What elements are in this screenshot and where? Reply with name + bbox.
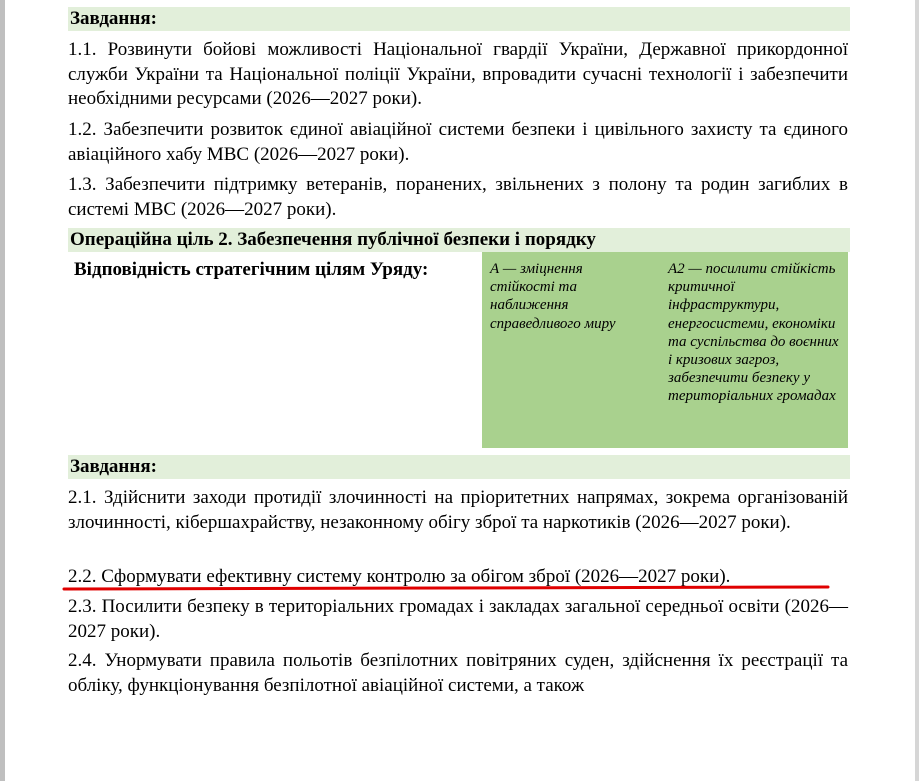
task-1-3: 1.3. Забезпечити підтримку ветеранів, поранених, звільнених з полону та родин загиблих в системі МВС (2026—2027 роки). — [68, 174, 848, 220]
section2-heading: Завдання: — [68, 455, 850, 479]
goal-a2-text: А2 — посилити стійкість критичної інфраструктури, енергосистеми, економіки та суспільства до воєнних і кризових загроз, забезпечити безпеку у територіальних громадах — [668, 261, 839, 405]
page-left-edge — [0, 0, 5, 781]
task-2-2: 2.2. Сформувати ефективну систему контролю за обігом зброї (2026—2027 роки). — [68, 566, 731, 587]
task-2-1: 2.1. Здійснити заходи протидії злочинності на пріоритетних напрямах, зокрема організованій злочинності, кібершахрайству, незаконному обігу зброї та наркотиків (2026—2027 роки). — [68, 487, 848, 533]
red-underline-annotation — [62, 585, 830, 591]
operational-goal-title: Операційна ціль 2. Забезпечення публічної безпеки і порядку — [68, 228, 850, 252]
strategic-alignment-row — [68, 252, 848, 448]
page-right-edge — [915, 0, 919, 781]
task-1-1: 1.1. Розвинути бойові можливості Національної гвардії України, Державної прикордонної служби України та Національної поліції України, впровадити сучасні технології і забезпечити необхідними ресурсами (2026—2027 роки). — [68, 39, 848, 109]
alignment-label: Відповідність стратегічним цілям Уряду: — [74, 259, 429, 280]
section1-heading: Завдання: — [68, 7, 850, 31]
task-2-3: 2.3. Посилити безпеку в територіальних громадах і закладах загальної середньої освіти (2026—2027 роки). — [68, 596, 848, 642]
task-1-2: 1.2. Забезпечити розвиток єдиної авіаційної системи безпеки і цивільного захисту та єдиного авіаційного хабу МВС (2026—2027 роки). — [68, 119, 848, 165]
task-2-4: 2.4. Унормувати правила польотів безпілотних повітряних суден, здійснення їх реєстрації та обліку, функціонування безпілотної авіаційної системи, а також — [68, 650, 848, 696]
strategic-goals-cell — [482, 252, 848, 448]
goal-a-text: А — зміцнення стійкості та наближення справедливого миру — [490, 261, 616, 332]
